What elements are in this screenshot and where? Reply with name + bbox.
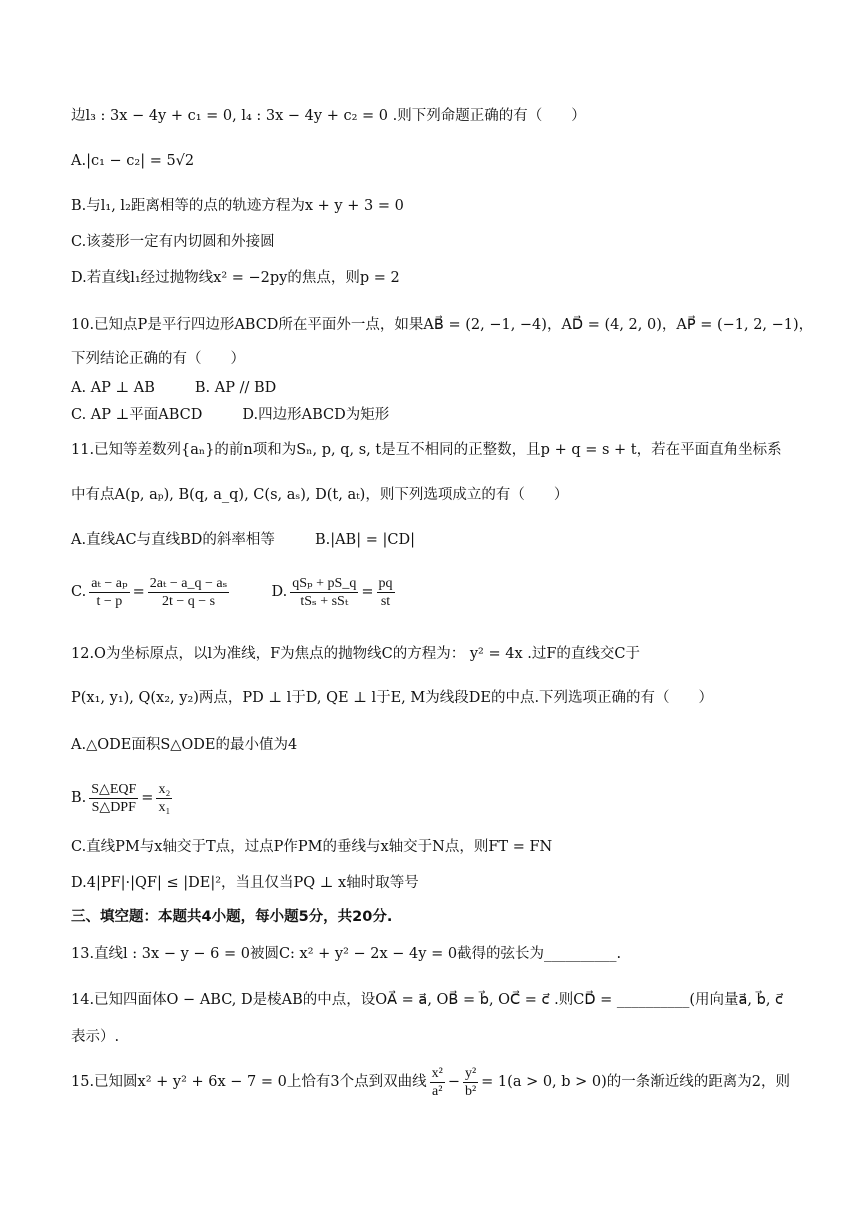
fraction: $\frac{\text{x₂}}{\text{x₁}}$ xyxy=(158,781,171,815)
q11-option-c: C. $\frac{\text{aₜ − aₚ}}{t - p}$ = $\frac{\text{2aₜ − a\_q − aₛ}}{2t - q - s}$ xyxy=(71,575,228,609)
fraction: $\frac{\text{2aₜ − a\_q − aₛ}}{2t - q - s}$ xyxy=(149,575,228,609)
q11-stem-cont: 中有点A(p, aₚ), B(q, a_q), C(s, aₛ), D(t, aₜ)，则下列选项成立的有（ ） xyxy=(71,487,569,503)
q10-option-a: A. AP ⊥ AB xyxy=(71,380,155,396)
q11-options-ab xyxy=(71,530,800,550)
q9-option-a: A.|c₁ − c₂| = 5√2 xyxy=(71,153,195,169)
fraction: $\frac{\text{qSₚ + pS\_q}}{\text{tSₛ + sSₜ}}$ xyxy=(292,575,357,609)
q14-stem: 14.已知四面体O − ABC, D是棱AB的中点，设OA⃗ = a⃗, OB⃗ = b⃗, OC⃗ = c⃗ .则CD⃗ = __________(用向量a⃗, b⃗, c⃗ xyxy=(71,992,784,1008)
q9-option-b: B.与l₁, l₂距离相等的点的轨迹方程为x + y + 3 = 0 xyxy=(71,198,404,214)
fraction: $\frac{\text{x²}}{\text{a²}}$ xyxy=(431,1065,443,1099)
q14-stem-cont: 表示）. xyxy=(71,1029,120,1045)
q9-option-c: C.该菱形一定有内切圆和外接圆 xyxy=(71,234,275,250)
q12-stem: 12.O为坐标原点，以l为准线，F为焦点的抛物线C的方程为： y² = 4x .过F的直线交C于 xyxy=(71,646,640,662)
q12-option-b: B. $\frac{\text{S△EQF}}{\text{S△DPF}}$ = $\frac{\text{x₂}}{\text{x₁}}$ xyxy=(71,781,171,815)
q9-option-d: D.若直线l₁经过抛物线x² = −2py的焦点，则p = 2 xyxy=(71,270,400,286)
q11-option-d: D. $\frac{\text{qSₚ + pS\_q}}{\text{tSₛ + sSₜ}}$ = $\frac{pq}{st}$ xyxy=(271,575,393,609)
q10-option-b: B. AP // BD xyxy=(194,380,277,396)
q10-option-c: C. AP ⊥平面ABCD xyxy=(71,407,203,423)
fraction: $\frac{\text{y²}}{\text{b²}}$ xyxy=(464,1065,477,1099)
q11-option-a: A.直线AC与直线BD的斜率相等 xyxy=(71,532,275,548)
q10-options-ab xyxy=(71,378,800,398)
fraction: $\frac{pq}{st}$ xyxy=(378,575,393,609)
section-heading-fill-in: 三、填空题：本题共4小题，每小题5分，共20分. xyxy=(71,909,393,925)
q13-stem: 13.直线l : 3x − y − 6 = 0被圆C: x² + y² − 2x − 4y = 0截得的弦长为__________. xyxy=(71,946,622,962)
q12-option-a: A.△ODE面积S△ODE的最小值为4 xyxy=(71,737,298,753)
fraction: $\frac{\text{S△EQF}}{\text{S△DPF}}$ xyxy=(91,781,137,815)
q15-stem: 15.已知圆x² + y² + 6x − 7 = 0上恰有3个点到双曲线 $\frac{\text{x²}}{\text{a²}}$ − $\frac{\text{y²}}{\text{b²}}$ = 1(a > 0, b > 0)的一条渐近线的距离为2，则 xyxy=(71,1065,791,1099)
q11-stem: 11.已知等差数列{aₙ}的前n项和为Sₙ, p, q, s, t是互不相同的正整数，且p + q = s + t，若在平面直角坐标系 xyxy=(71,442,782,458)
q10-stem-cont: 下列结论正确的有（ ） xyxy=(71,351,245,367)
q10-option-d: D.四边形ABCD为矩形 xyxy=(242,407,390,423)
q10-options-cd xyxy=(71,405,800,425)
q11-option-b: B.|AB| = |CD| xyxy=(314,532,415,548)
q10-stem: 10.已知点P是平行四边形ABCD所在平面外一点，如果AB⃗ = (2, −1, −4)，AD⃗ = (4, 2, 0)，AP⃗ = (−1, 2, −1)， xyxy=(71,317,814,333)
q12-option-d: D.4|PF|·|QF| ≤ |DE|²，当且仅当PQ ⊥ x轴时取等号 xyxy=(71,875,419,891)
q9-line-conditions: 边l₃ : 3x − 4y + c₁ = 0, l₄ : 3x − 4y + c₂ = 0 .则下列命题正确的有（ ） xyxy=(71,108,586,124)
q12-stem-cont: P(x₁, y₁), Q(x₂, y₂)两点，PD ⊥ l于D, QE ⊥ l于E, M为线段DE的中点.下列选项正确的有（ ） xyxy=(71,690,714,706)
fraction: $\frac{\text{aₜ − aₚ}}{t - p}$ xyxy=(91,575,128,609)
q11-options-cd xyxy=(71,572,800,612)
q12-option-c: C.直线PM与x轴交于T点，过点P作PM的垂线与x轴交于N点，则FT = FN xyxy=(71,839,553,855)
